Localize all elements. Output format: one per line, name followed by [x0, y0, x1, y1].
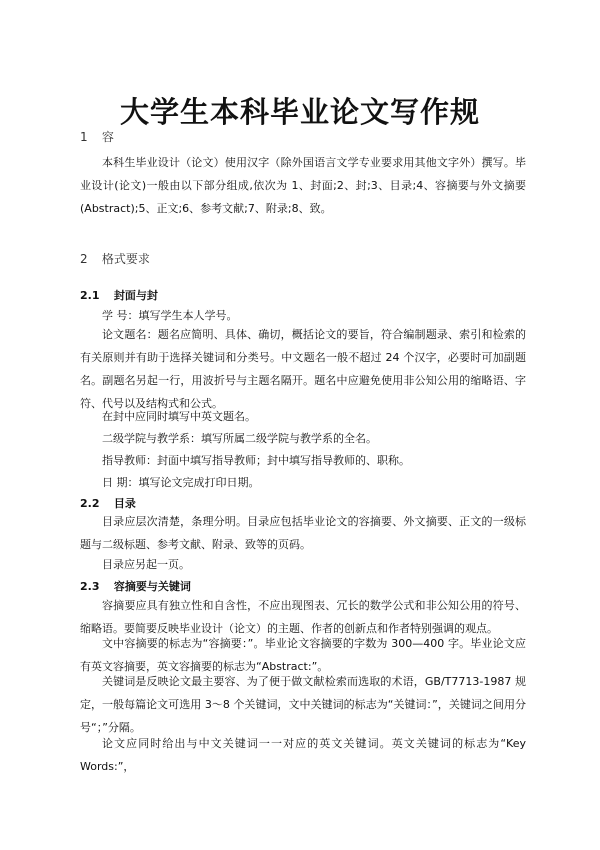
- college-line: 二级学院与教学系：填写所属二级学院与教学系的全名。: [102, 432, 377, 445]
- section-title: 格式要求: [101, 252, 150, 266]
- toc-newpage-line: 目录应另起一页。: [102, 558, 190, 571]
- keywords-paragraph: 关键词是反映论文最主要容、为了便于做文献检索而选取的术语，GB/T7713-1987 规定，一般每篇论文可选用 3～8 个关键词，文中关键词的标志为“关键词：”，关键词之间用分号“；”分隔。: [80, 675, 526, 734]
- document-title: 大学生本科毕业论文写作规: [119, 95, 480, 129]
- section-number: 1: [80, 130, 88, 144]
- abstract-marker-paragraph: 文中容摘要的标志为“容摘要：”。毕业论文容摘要的字数为 300—400 字。毕业论文应有英文容摘要，英文容摘要的标志为“Abstract:”。: [80, 637, 526, 673]
- bilingual-title-line: 在封中应同时填写中英文题名。: [102, 410, 256, 423]
- intro-paragraph: 本科生毕业设计（论文）使用汉字（除外国语言文学专业要求用其他文字外）撰写。毕业设计(论文)一般由以下部分组成,依次为 1、封面;2、封;3、目录;4、容摘要与外文摘要(Abstract);5、正文;6、参考文献;7、附录;8、致。: [80, 156, 526, 215]
- toc-paragraph: 目录应层次清楚，条理分明。目录应包括毕业论文的容摘要、外文摘要、正文的一级标题与二级标题、参考文献、附录、致等的页码。: [80, 515, 526, 551]
- subsection-number: 2.3: [80, 580, 100, 593]
- advisor-line: 指导教师：封面中填写指导教师；封中填写指导教师的、职称。: [102, 454, 410, 467]
- subsection-2-2-heading: [80, 495, 136, 511]
- english-keywords-paragraph: 论文应同时给出与中文关键词一一对应的英文关键词。英文关键词的标志为“Key Words:”，: [80, 737, 526, 773]
- subsection-2-3-heading: [80, 578, 191, 594]
- subsection-title: 封面与封: [113, 289, 158, 302]
- date-line: 日 期：填写论文完成打印日期。: [102, 476, 260, 489]
- subsection-title: 目录: [113, 497, 136, 510]
- subsection-2-1-heading: [80, 287, 158, 303]
- section-1-heading: [80, 128, 114, 145]
- section-title: 容: [101, 130, 114, 144]
- title-rules-paragraph: 论文题名：题名应简明、具体、确切，概括论文的要旨，符合编制题录、索引和检索的有关原则并有助于选择关键词和分类号。中文题名一般不超过 24 个汉字，必要时可加副题名。副题名另起一行，用波折号与主题名隔开。题名中应避免使用非公知公用的缩略语、字符、代号以及结构式和公式。: [80, 328, 526, 410]
- abstract-paragraph: 容摘要应具有独立性和自含性，不应出现图表、冗长的数学公式和非公知公用的符号、缩略语。要简要反映毕业设计（论文）的主题、作者的创新点和作者特别强调的观点。: [80, 599, 526, 635]
- student-id-line: 学 号：填写学生本人学号。: [102, 309, 238, 322]
- section-number: 2: [80, 252, 88, 266]
- subsection-number: 2.2: [80, 497, 100, 510]
- subsection-title: 容摘要与关键词: [113, 580, 191, 593]
- subsection-number: 2.1: [80, 289, 100, 302]
- section-2-heading: [80, 250, 150, 267]
